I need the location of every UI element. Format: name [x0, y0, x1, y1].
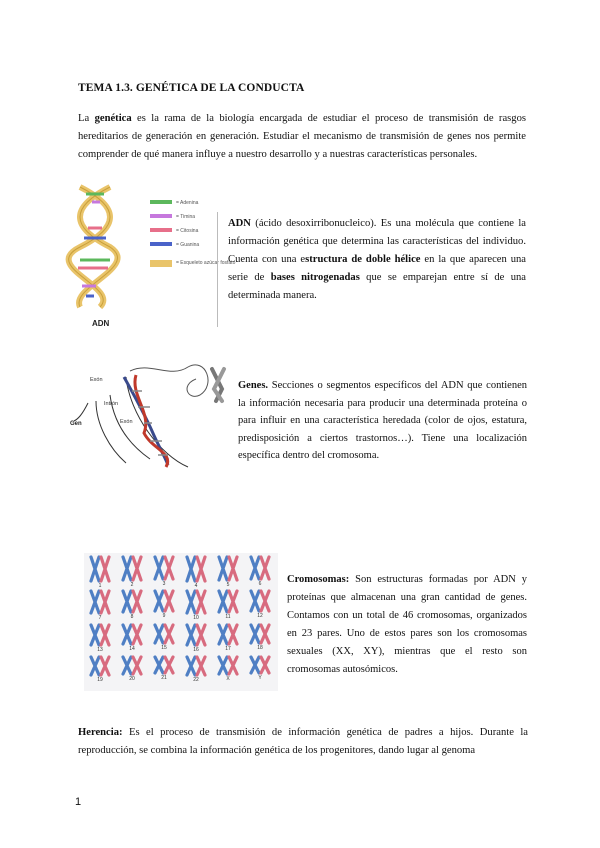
karyotype-figure — [84, 553, 278, 691]
chromosome-number-label: 21 — [161, 675, 167, 681]
svg-text:= Adenina: = Adenina — [176, 200, 199, 206]
chromosome-number-label: 1 — [98, 583, 102, 589]
svg-text:Exón: Exón — [90, 377, 103, 383]
chromosome-number-label: 3 — [162, 581, 166, 587]
term-herencia: Herencia: — [78, 727, 123, 738]
chromosome-number-label: 7 — [98, 615, 102, 621]
chromosome-number-label: 14 — [129, 646, 135, 652]
intro-paragraph: La genética es la rama de la biología encargada de estudiar el proceso de transmisión de rasgos hereditarios de generación en generación. Estudiar el mecanismo de transmisión de genes nos permite comprender de qué manera influye a nuestro desarrollo y a nuestras características personales. — [78, 113, 526, 160]
svg-text:= Guanina: = Guanina — [176, 242, 200, 248]
chromosome-icon — [212, 369, 224, 401]
svg-text:= Citosina: = Citosina — [176, 228, 199, 234]
dna-legend — [150, 200, 236, 267]
chromosome-number-label: 10 — [193, 615, 199, 621]
chromosome-number-label: 12 — [257, 613, 263, 619]
svg-text:= Esqueleto azúcar fosfato: = Esqueleto azúcar fosfato — [176, 260, 236, 266]
dna-figure — [70, 182, 236, 332]
svg-text:Intrón: Intrón — [104, 401, 119, 407]
term-genetica: genética — [94, 113, 132, 124]
chromosome-number-label: 5 — [226, 582, 230, 588]
chromosome-number-label: 8 — [130, 614, 134, 620]
adn-paragraph: ADN (ácido desoxirribonucleico). Es una molécula que contiene la información genética que determina las características del individuo. Cuenta con una estructura de doble hélice en la que aparecen una serie de bases nitrogenadas que se emparejan entre sí de una determinada manera. — [228, 218, 527, 301]
chromosome-number-label: 6 — [258, 581, 262, 587]
gene-figure — [70, 355, 238, 485]
chromosome-number-label: 20 — [129, 676, 135, 682]
figure-divider — [217, 212, 218, 327]
chromosome-number-label: 4 — [194, 583, 198, 589]
cromosomas-paragraph: Cromosomas: Son estructuras formadas por ADN y proteínas que almacenan una gran cantidad de genes. Contamos con un total de 46 cromosomas, organizados en 23 pares. Uno de estos pares son los cromosomas sexuales (XX, XY), mientras que el resto son cromosomas autosómicos. — [287, 574, 527, 675]
chromosome-number-label: 9 — [162, 613, 166, 619]
chromosome-number-label: 16 — [193, 647, 199, 653]
term-adn: ADN — [228, 218, 251, 229]
dna-caption: ADN — [92, 319, 110, 328]
dna-helix — [69, 187, 118, 307]
page-number: 1 — [75, 796, 82, 808]
chromosome-number-label: 19 — [97, 677, 103, 683]
svg-text:Exón: Exón — [120, 419, 133, 425]
genes-paragraph: Genes. Secciones o segmentos específicos del ADN que contienen la información necesaria para producir una determinada proteína o para influir en una característica heredada (color de ojos, estatura, predisposición a ciertos trastornos…). Tiene una localización específica dentro del cromosoma. — [238, 380, 527, 461]
chromosome-number-label: 11 — [225, 614, 231, 620]
chromosome-number-label: 15 — [161, 645, 167, 651]
chromosome-number-label: X — [226, 676, 230, 682]
svg-text:Gen: Gen — [70, 421, 82, 427]
section-title: TEMA 1.3. GENÉTICA DE LA CONDUCTA — [78, 82, 305, 94]
term-cromosomas: Cromosomas: — [287, 574, 350, 585]
chromosome-number-label: 17 — [225, 646, 231, 652]
term-genes: Genes. — [238, 380, 269, 391]
chromosome-number-label: 2 — [130, 582, 134, 588]
svg-text:= Timina: = Timina — [176, 214, 196, 220]
chromosome-number-label: Y — [258, 675, 262, 681]
chromosome-number-label: 22 — [193, 677, 199, 683]
chromosome-number-label: 18 — [257, 645, 263, 651]
herencia-paragraph: Herencia: Es el proceso de transmisión de información genética de padres a hijos. Durante la reproducción, se combina la información genética de los progenitores, dando lugar al genoma — [78, 727, 528, 756]
chromosome-number-label: 13 — [97, 647, 103, 653]
